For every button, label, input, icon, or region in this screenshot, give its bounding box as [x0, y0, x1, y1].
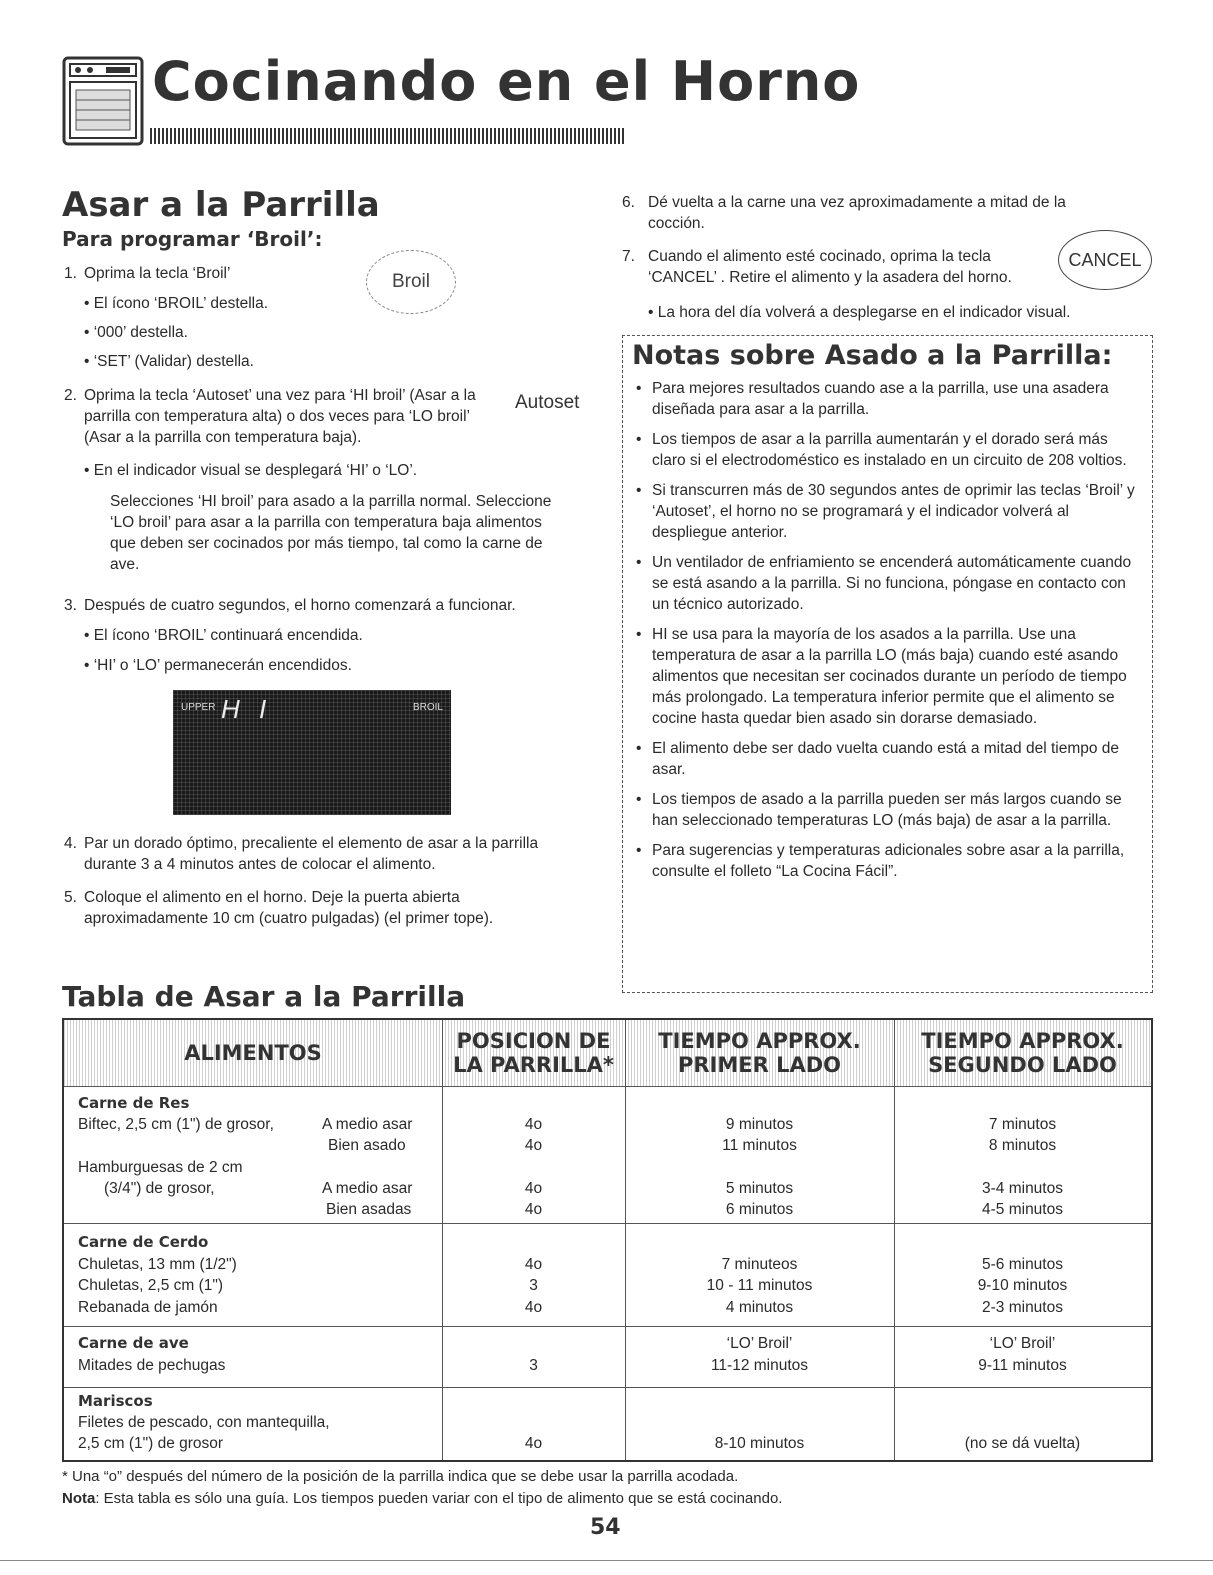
second-side-cell: 3-4 minutos: [982, 1180, 1063, 1197]
category-mariscos: Mariscos: [78, 1392, 153, 1410]
first-side-cell: 11 minutos: [722, 1137, 797, 1154]
second-side-cell: 2-3 minutos: [982, 1299, 1063, 1316]
category-ave: Carne de ave: [78, 1334, 189, 1352]
oven-display: [173, 690, 451, 815]
cancel-key-icon: [1058, 230, 1152, 290]
first-side-cell: 9 minutos: [725, 1116, 794, 1133]
bullet-item: • La hora del día volverá a desplegarse en el indicador visual.: [648, 304, 1071, 321]
second-side-cell: 4-5 minutos: [982, 1201, 1063, 1218]
first-side-cell: 7 minuteos: [721, 1256, 798, 1273]
doneness-cell: A medio asar: [322, 1180, 413, 1197]
note-item: • HI se usa para la mayoría de los asados a la parrilla. Use una temperatura de asar a la parrilla LO (más baja) cuando esté asando alimentos que necesitan ser cocinados durante un período de tiempo más prolongado. La temperatura inferior permite que el alimento se cocine hasta quedar bien asado sin dorarse demasiado.: [636, 626, 1127, 727]
broil-key-icon: [366, 250, 456, 314]
subheading: Para programar ‘Broil’:: [62, 227, 323, 251]
step-text: Oprima la tecla ‘Autoset’ una vez para ‘HI broil’ (Asar a la parrilla con temperatura alta) o dos veces para ‘LO broil’ (Asar a la parrilla con temperatura baja).: [84, 387, 476, 446]
food-cell: Hamburguesas de 2 cm: [78, 1159, 243, 1176]
food-cell: Mitades de pechugas: [78, 1357, 226, 1374]
step-2: 2. Oprima la tecla ‘Autoset’ una vez para ‘HI broil’ (Asar a la parrilla con temperatura alta) o dos veces para ‘LO broil’ (Asar a la parrilla con temperatura baja).: [64, 385, 504, 448]
category-res: Carne de Res: [78, 1094, 190, 1112]
first-side-cell: 11-12 minutos: [710, 1357, 809, 1374]
rack-cell: 4o: [524, 1180, 543, 1197]
display-upper-label: UPPER: [181, 702, 216, 713]
second-side-cell: (no se dá vuelta): [964, 1435, 1081, 1452]
broil-key-label: Broil: [391, 271, 430, 292]
oven-icon: [62, 56, 144, 148]
second-side-cell: 7 minutos: [988, 1116, 1057, 1133]
bullet-item: • ‘SET’ (Validar) destella.: [84, 353, 254, 370]
notes-heading: Notas sobre Asado a la Parrilla:: [632, 340, 1113, 371]
note-item: • Un ventilador de enfriamiento se encenderá automáticamente cuando se está asando a la parrilla. Si no funciona, póngase en contacto con un técnico autorizado.: [636, 554, 1132, 613]
step-3: 3. Después de cuatro segundos, el horno comenzará a funcionar.: [64, 597, 516, 614]
bottom-rule: [0, 1560, 1213, 1561]
step-5: 5. Coloque el alimento en el horno. Deje la puerta abierta aproximadamente 10 cm (cuatro pulgadas) (el primer tope).: [64, 889, 494, 927]
autoset-key-label: Autoset: [515, 392, 580, 413]
section-heading: Asar a la Parrilla: [62, 185, 380, 225]
header-food: ALIMENTOS: [64, 1020, 442, 1086]
table-note: [62, 1488, 782, 1509]
doneness-cell: Bien asado: [328, 1137, 406, 1154]
rack-cell: 3: [529, 1277, 538, 1294]
second-side-cell: ‘LO’ Broil’: [989, 1335, 1056, 1352]
rack-cell: 3: [529, 1357, 538, 1374]
note-item: • Los tiempos de asado a la parrilla pueden ser más largos cuando se han seleccionado temperaturas LO (más baja) de asar a la parrilla.: [636, 791, 1122, 829]
notes-list: [636, 378, 1141, 891]
first-side-cell: ‘LO’ Broil’: [726, 1335, 793, 1352]
rack-cell: 4o: [524, 1116, 543, 1133]
second-side-cell: 5-6 minutos: [982, 1256, 1063, 1273]
page-number: 54: [590, 1515, 621, 1540]
page-title: Cocinando en el Horno: [152, 50, 861, 113]
title-rule: [150, 128, 625, 144]
bullet-item: • En el indicador visual se desplegará ‘HI’ o ‘LO’.: [84, 462, 418, 479]
step-7: 7. Cuando el alimento esté cocinado, oprima la tecla ‘CANCEL’ . Retire el alimento y la asadera del horno.: [622, 248, 1012, 286]
food-cell: (3/4") de grosor,: [104, 1180, 215, 1197]
bullet-item: • ‘HI’ o ‘LO’ permanecerán encendidos.: [84, 657, 352, 674]
note-text: : Esta tabla es sólo una guía. Los tiempos pueden variar con el tipo de alimento que se está cocinando.: [95, 1490, 783, 1507]
rack-cell: 4o: [524, 1201, 543, 1218]
food-cell: Chuletas, 2,5 cm (1"): [78, 1277, 224, 1294]
food-cell: 2,5 cm (1") de grosor: [78, 1435, 224, 1452]
bullet-item: • ‘000’ destella.: [84, 324, 188, 341]
step-2-extra: Selecciones ‘HI broil’ para asado a la parrilla normal. Seleccione ‘LO broil’ para asar a la parrilla con temperatura baja alimentos que deben ser cocinados por más tiempo, tal como la carne de ave.: [110, 493, 552, 573]
note-item: • Para mejores resultados cuando ase a la parrilla, use una asadera diseñada para asar a la parrilla.: [636, 380, 1109, 418]
footnote: * Una “o” después del número de la posición de la parrilla indica que se debe usar la parrilla acodada.: [62, 1468, 739, 1485]
step-6: 6. Dé vuelta a la carne una vez aproximadamente a mitad de la cocción.: [622, 194, 1066, 232]
rack-cell: 4o: [524, 1137, 543, 1154]
first-side-cell: 10 - 11 minutos: [706, 1277, 813, 1294]
note-item: • Si transcurren más de 30 segundos antes de oprimir las teclas ‘Broil’ y ‘Autoset’, el horno no se programará y el indicador volverá al despliegue anterior.: [636, 482, 1135, 541]
doneness-cell: Bien asadas: [326, 1201, 412, 1218]
second-side-cell: 8 minutos: [988, 1137, 1057, 1154]
first-side-cell: 6 minutos: [725, 1201, 794, 1218]
broil-table: [62, 1018, 1153, 1462]
food-cell: Rebanada de jamón: [78, 1299, 218, 1316]
rack-cell: 4o: [524, 1256, 543, 1273]
rack-cell: 4o: [524, 1299, 543, 1316]
note-item: • Para sugerencias y temperaturas adicionales sobre asar a la parrilla, consulte el folleto “La Cocina Fácil”.: [636, 842, 1125, 880]
rack-cell: 4o: [524, 1435, 543, 1452]
first-side-cell: 4 minutos: [725, 1299, 794, 1316]
note-item: • El alimento debe ser dado vuelta cuando está a mitad del tiempo de asar.: [636, 740, 1120, 778]
doneness-cell: A medio asar: [322, 1116, 413, 1133]
bullet-item: • El ícono ‘BROIL’ continuará encendida.: [84, 627, 363, 644]
cancel-key-label: CANCEL: [1068, 249, 1142, 270]
note-label: Nota: [62, 1490, 96, 1507]
step-text: Oprima la tecla ‘Broil’: [84, 265, 231, 282]
second-side-cell: 9-11 minutos: [978, 1357, 1067, 1374]
note-item: • Los tiempos de asar a la parrilla aumentarán y el dorado será más claro si el electrodoméstico es instalado en un circuito de 208 voltios.: [636, 431, 1127, 469]
second-side-cell: 9-10 minutos: [977, 1277, 1068, 1294]
display-hi-readout: H I: [221, 694, 273, 724]
food-cell: Filetes de pescado, con mantequilla,: [78, 1414, 330, 1431]
first-side-cell: 5 minutos: [725, 1180, 794, 1197]
header-second-side: TIEMPO APPROX. SEGUNDO LADO: [894, 1020, 1151, 1086]
step-4: 4. Par un dorado óptimo, precaliente el elemento de asar a la parrilla durante 3 a 4 minutos antes de colocar el alimento.: [64, 835, 539, 873]
bullet-item: • El ícono ‘BROIL’ destella.: [84, 295, 269, 312]
food-cell: Biftec, 2,5 cm (1") de grosor,: [78, 1116, 274, 1133]
first-side-cell: 8-10 minutos: [714, 1435, 805, 1452]
header-rack-position: POSICION DE LA PARRILLA*: [442, 1020, 625, 1086]
table-heading: Tabla de Asar a la Parrilla: [62, 980, 466, 1013]
display-broil-label: BROIL: [412, 702, 443, 713]
category-cerdo: Carne de Cerdo: [78, 1233, 209, 1251]
food-cell: Chuletas, 13 mm (1/2"): [78, 1256, 237, 1273]
step-number: 1.: [64, 265, 77, 282]
header-first-side: TIEMPO APPROX. PRIMER LADO: [625, 1020, 894, 1086]
